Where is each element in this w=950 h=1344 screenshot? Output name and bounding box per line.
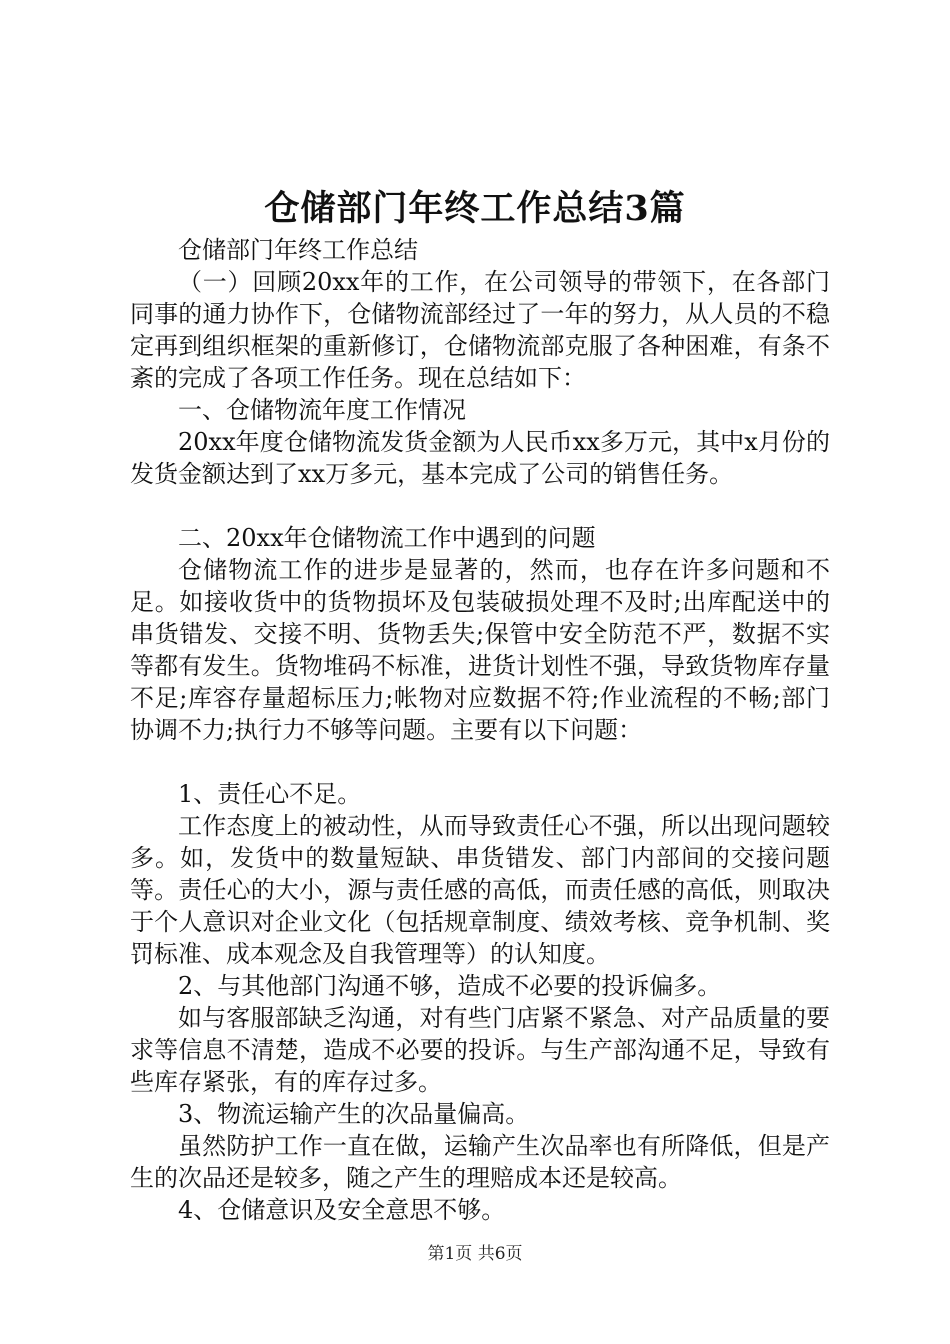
page-footer: 第1页 共6页 — [427, 1244, 523, 1264]
item-heading-safety: 4、仓储意识及安全意思不够。 — [178, 1196, 506, 1224]
paragraph-review: （一）回顾20xx年的工作，在公司领导的带领下，在各部门同事的通力协作下，仓储物流部经过了一年的努力，从人员的不稳定再到组织框架的重新修订，仓储物流部克服了各种困难，有条不紊的完成了各项工作任务。现在总结如下： — [130, 268, 830, 392]
paragraph-communication: 如与客服部缺乏沟通，对有些门店紧不紧急、对产品质量的要求等信息不清楚，造成不必要的投诉。与生产部沟通不足，导致有些库存紧张，有的库存过多。 — [130, 1004, 830, 1096]
item-heading-responsibility: 1、责任心不足。 — [178, 780, 362, 808]
paragraph-defects: 虽然防护工作一直在做，运输产生次品率也有所降低，但是产生的次品还是较多，随之产生的理赔成本还是较高。 — [130, 1132, 830, 1192]
paragraph-problems-overview: 仓储物流工作的进步是显著的，然而，也存在许多问题和不足。如接收货中的货物损坏及包装破损处理不及时;出库配送中的串货错发、交接不明、货物丢失;保管中安全防范不严，数据不实等都有发生。货物堆码不标准，进货计划性不强，导致货物库存量不足;库容存量超标压力;帐物对应数据不符;作业流程的不畅;部门协调不力;执行力不够等问题。主要有以下问题： — [130, 556, 830, 744]
paragraph-shipment-amount: 20xx年度仓储物流发货金额为人民币xx多万元，其中x月份的发货金额达到了xx万多元，基本完成了公司的销售任务。 — [130, 428, 830, 488]
paragraph-responsibility: 工作态度上的被动性，从而导致责任心不强，所以出现问题较多。如，发货中的数量短缺、串货错发、部门内部间的交接问题等。责任心的大小，源与责任感的高低，而责任感的高低，则取决于个人意识对企业文化（包括规章制度、绩效考核、竞争机制、奖罚标准、成本观念及自我管理等）的认知度。 — [130, 812, 830, 968]
item-heading-communication: 2、与其他部门沟通不够，造成不必要的投诉偏多。 — [178, 972, 722, 1000]
section-heading-problems: 二、20xx年仓储物流工作中遇到的问题 — [178, 524, 596, 552]
document-body — [130, 234, 830, 1226]
paragraph-subtitle: 仓储部门年终工作总结 — [178, 236, 418, 264]
document-title: 仓储部门年终工作总结3篇 — [264, 188, 686, 229]
item-heading-defects: 3、物流运输产生的次品量偏高。 — [178, 1100, 530, 1128]
section-heading-annual-work: 一、仓储物流年度工作情况 — [178, 396, 466, 424]
